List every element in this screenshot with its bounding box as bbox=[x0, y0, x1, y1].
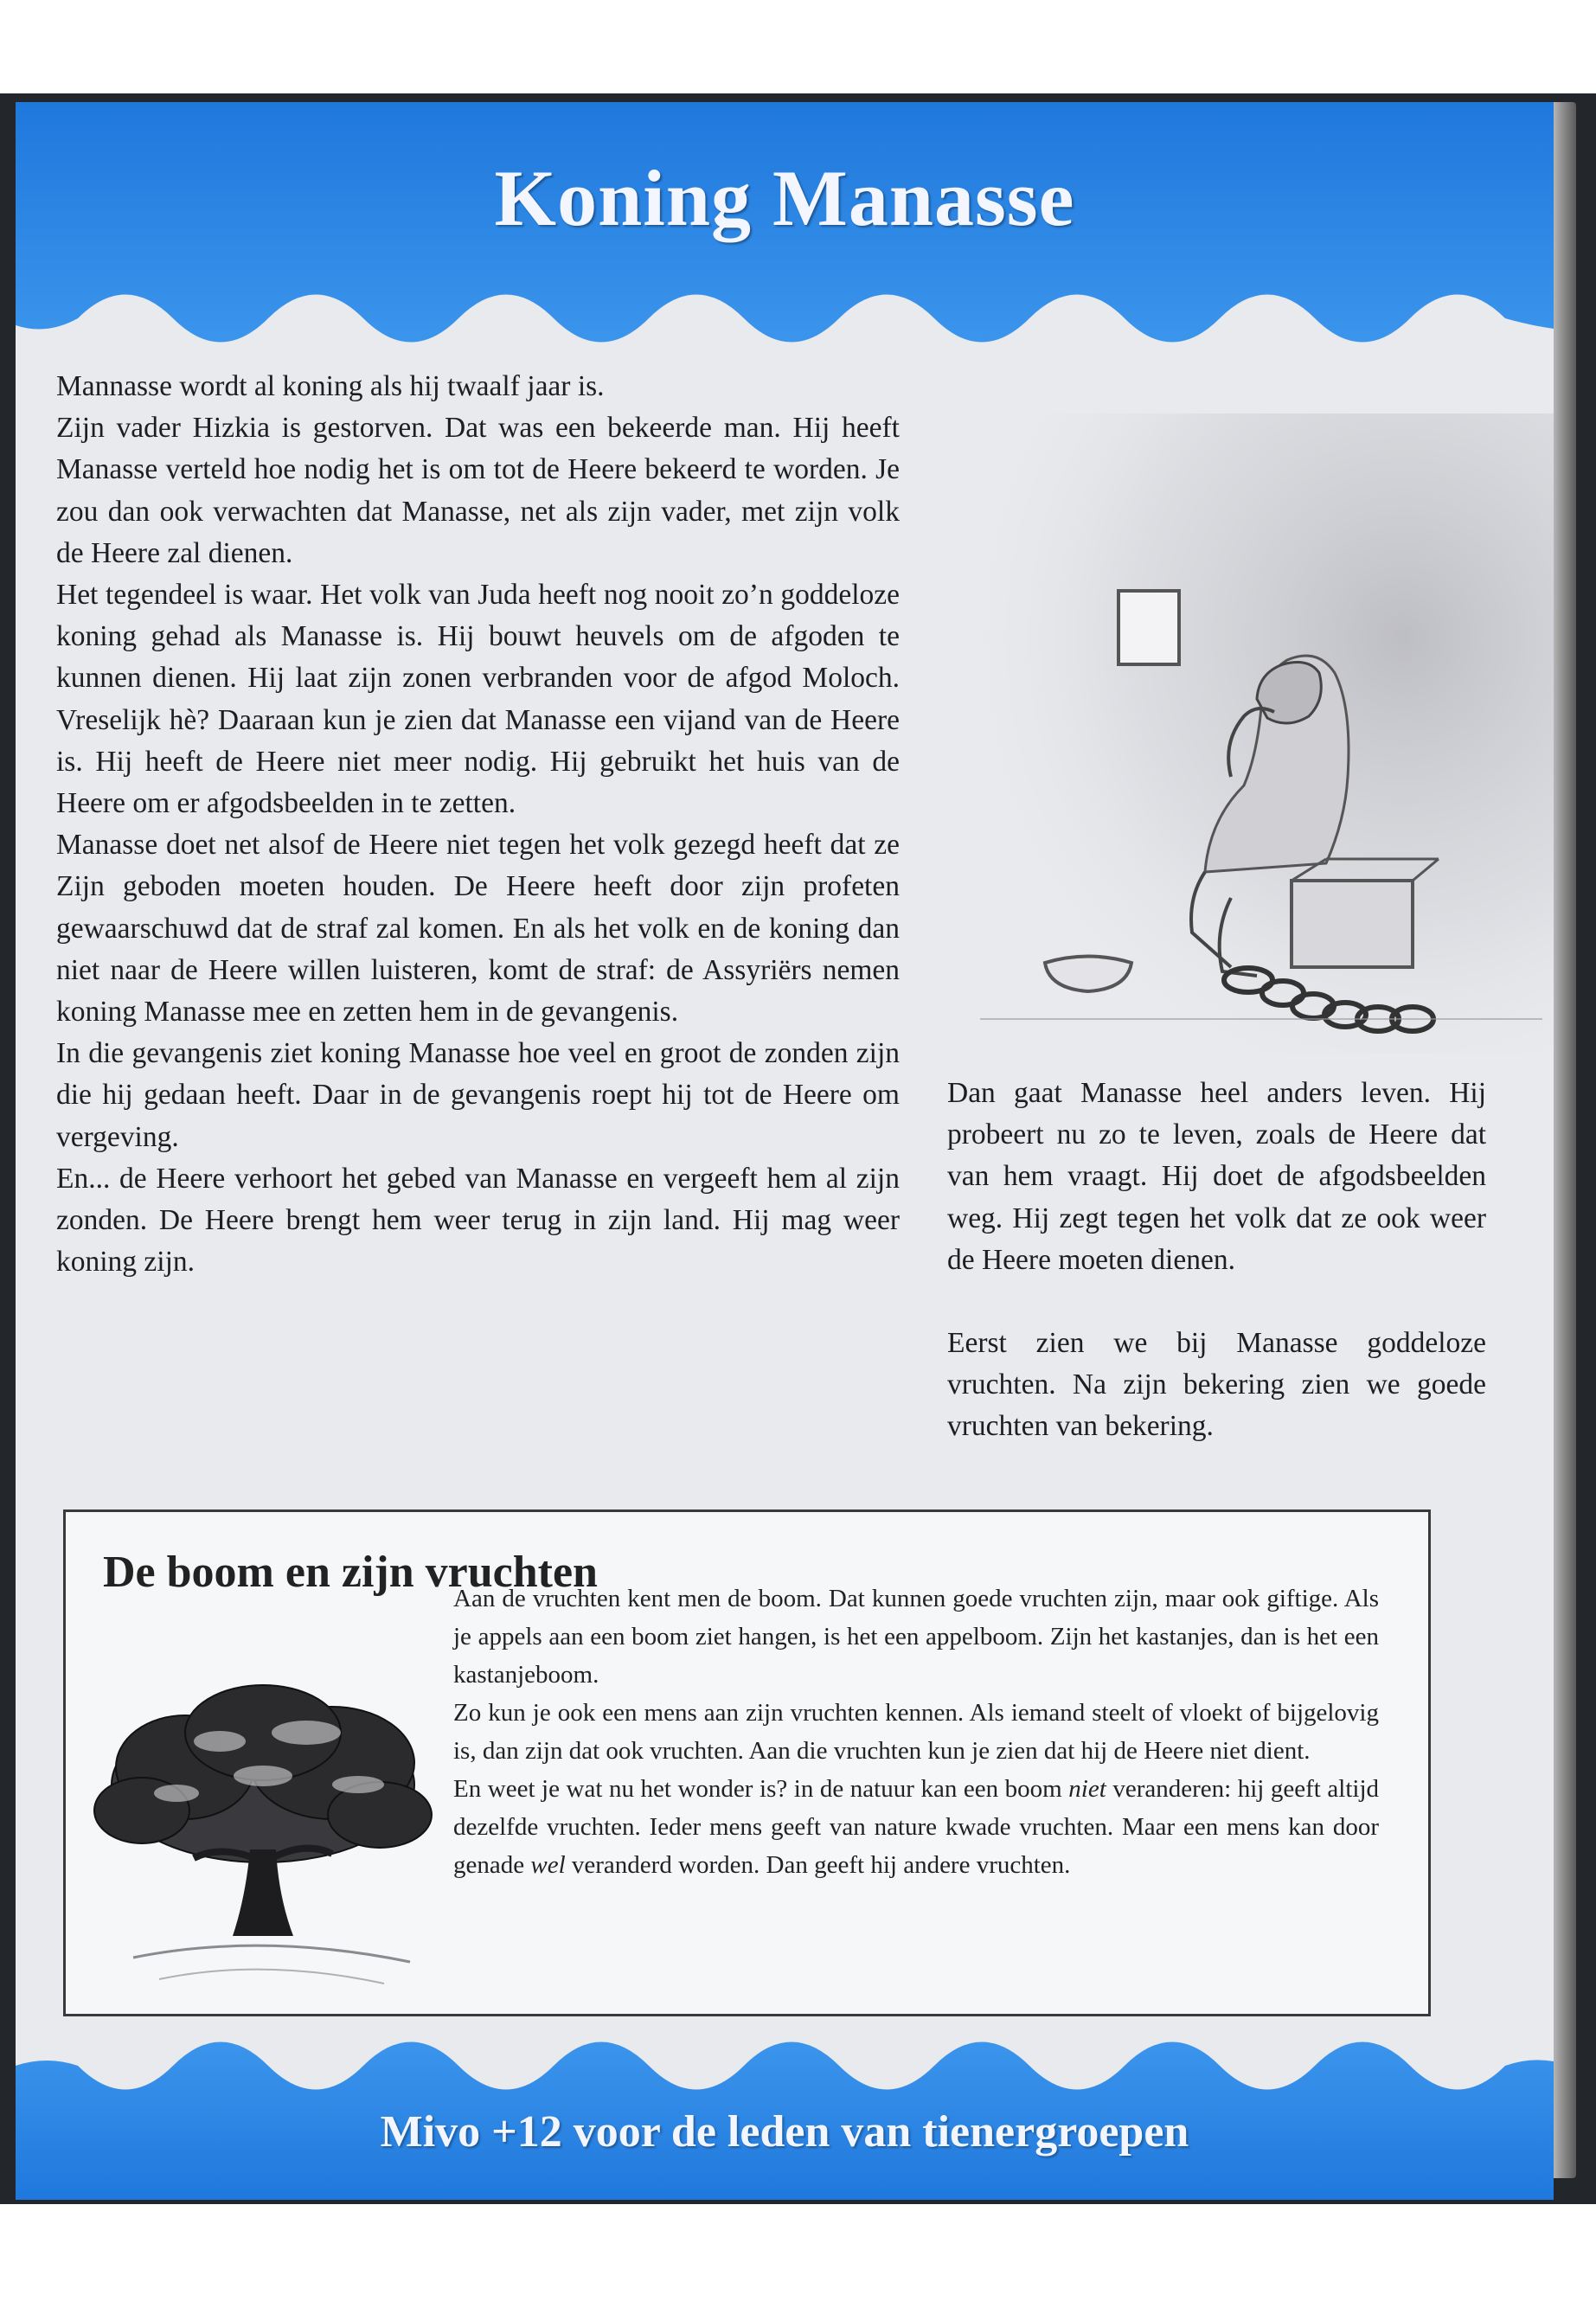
article-paragraph: Manasse doet net alsof de Heere niet tegen het volk gezegd heeft dat ze Zijn geboden moeten houden. De Heere heeft door zijn profeten gewaarschuwd dat de straf zal komen. En als het volk en de koning dan niet naar de Heere willen luisteren, komt de straf: de Assyriërs nemen koning Manasse mee en zetten hem in de gevangenis. bbox=[56, 829, 900, 1029]
box-text-run: veranderen: hij geeft altijd dezelfde vruchten. Ieder mens geeft van nature kwade vruchten. Maar een mens kan door genade bbox=[453, 1775, 1379, 1879]
footer-text: Mivo +12 voor de leden van tienergroepen bbox=[380, 2107, 1189, 2157]
box-paragraph: Aan de vruchten kent men de boom. Dat kunnen goede vruchten zijn, maar ook giftige. Als je appels aan een boom ziet hangen, is het een appelboom. Zijn het kastanjes, dan is het een kastanjeboom. bbox=[453, 1585, 1379, 1689]
box-title: De boom en zijn vruchten bbox=[103, 1548, 598, 1597]
box-text bbox=[453, 1580, 1379, 1884]
article-paragraph: Dan gaat Manasse heel anders leven. Hij probeert nu zo te leven, zoals de Heere dat van hem vraagt. Hij doet de afgodsbeelden weg. Hij zegt tegen het volk dat ze ook weer de Heere moeten dienen. bbox=[947, 1077, 1486, 1276]
article-right-column bbox=[947, 1073, 1486, 1448]
article-paragraph: Mannasse wordt al koning als hij twaalf jaar is. bbox=[56, 370, 605, 402]
article-main-column bbox=[56, 366, 900, 1283]
box-text-run: En weet je wat nu het wonder is? in de natuur kan een boom bbox=[453, 1775, 1069, 1803]
emphasis-wel: wel bbox=[530, 1851, 566, 1879]
box-text-run: veranderd worden. Dan geeft hij andere vruchten. bbox=[565, 1851, 1071, 1879]
page-title: Koning Manasse bbox=[494, 154, 1075, 242]
box-paragraph: Zo kun je ook een mens aan zijn vruchten kennen. Als iemand steelt of vloekt of bijgelovig is, dan zijn dat ook vruchten. Aan die vruchten kun je zien dat hij de Heere niet dient. bbox=[453, 1699, 1379, 1765]
box-paragraph bbox=[453, 1770, 1379, 1884]
article-paragraph: In die gevangenis ziet koning Manasse hoe veel en groot de zonden zijn die hij gedaan heeft. Daar in de gevangenis roept hij tot de Heere om vergeving. bbox=[56, 1037, 900, 1153]
article-paragraph: Het tegendeel is waar. Het volk van Juda heeft nog nooit zo’n goddeloze koning gehad als Manasse is. Hij bouwt heuvels om de afgoden te kunnen dienen. Hij laat zijn zonen verbranden voor de afgod Moloch. Vreselijk hè? Daaraan kun je zien dat Manasse een vijand van de Heere is. Hij heeft de Heere niet meer nodig. Hij gebruikt het huis van de Heere om er afgodsbeelden in te zetten. bbox=[56, 579, 900, 820]
article-paragraph: En... de Heere verhoort het gebed van Manasse en vergeeft hem al zijn zonden. De Heere brengt hem weer terug in zijn land. Hij mag weer koning zijn. bbox=[56, 1162, 900, 1279]
tree-and-fruit-box bbox=[63, 1509, 1431, 2016]
article-paragraph: Zijn vader Hizkia is gestorven. Dat was een bekeerde man. Hij heeft Manasse verteld hoe nodig het is om tot de Heere bekeerd te worden. Je zou dan ook verwachten dat Manasse, net als zijn vader, met zijn volk de Heere zal dienen. bbox=[56, 412, 900, 569]
article-paragraph: Eerst zien we bij Manasse goddeloze vruchten. Na zijn bekering zien we goede vruchten van bekering. bbox=[947, 1327, 1486, 1443]
emphasis-niet: niet bbox=[1068, 1775, 1106, 1803]
header-wave-band bbox=[16, 102, 1554, 388]
magazine-page bbox=[16, 102, 1554, 2200]
tree-illustration bbox=[81, 1672, 445, 2009]
prisoner-illustration bbox=[945, 413, 1554, 1054]
